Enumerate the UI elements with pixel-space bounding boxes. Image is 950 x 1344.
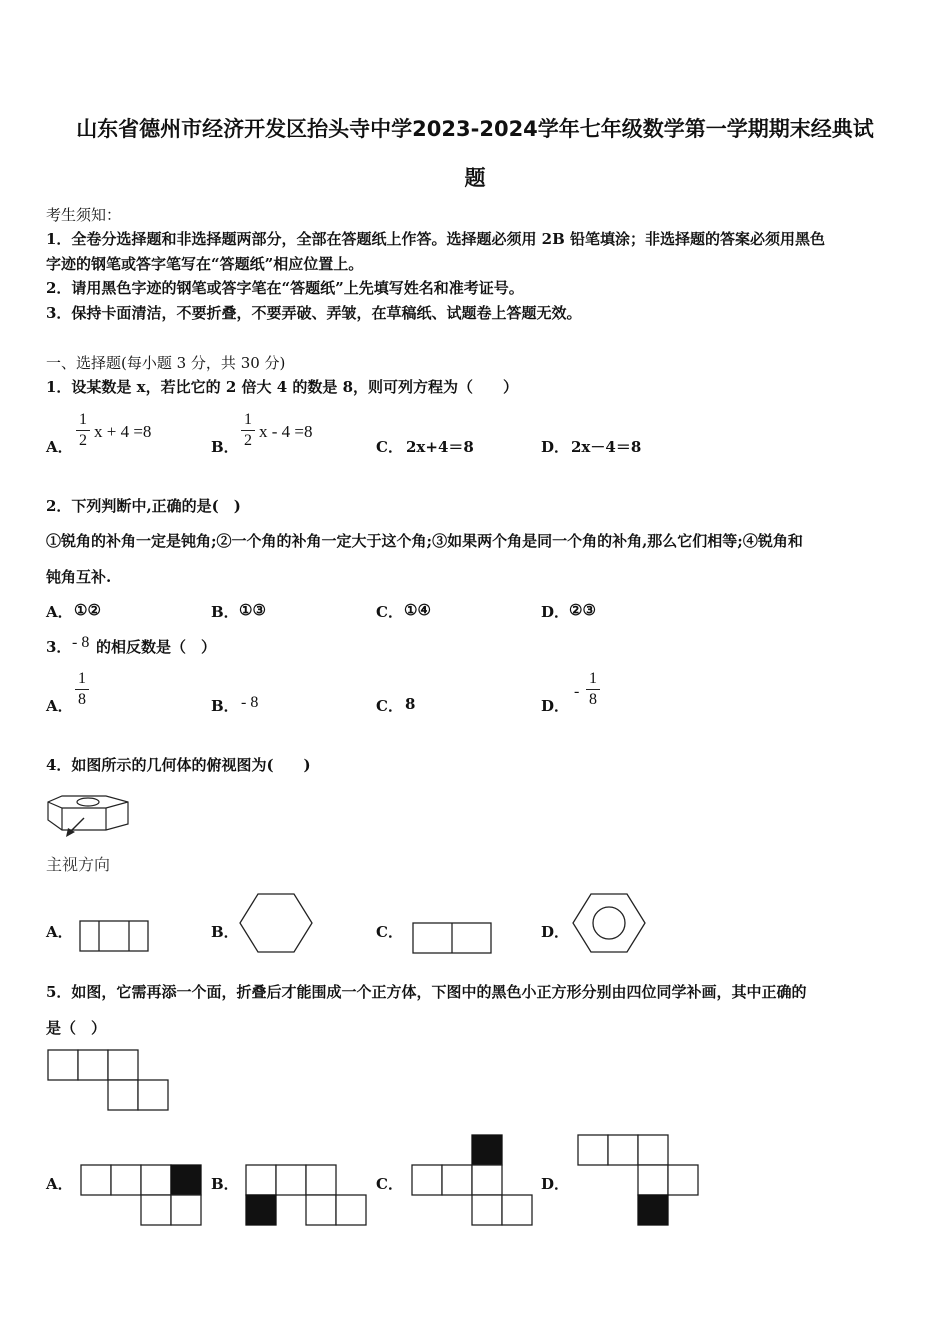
net-square [638, 1165, 668, 1195]
q5-option-b-label: B． [211, 1175, 239, 1193]
q1-option-d-label: D． [541, 438, 570, 456]
q1-option-a-label: A． [46, 438, 73, 456]
q4-option-c-figure [412, 922, 494, 956]
q5-option-a-figure [80, 1164, 206, 1228]
net-square [306, 1165, 336, 1195]
net-square [246, 1165, 276, 1195]
q1-option-a-expression: x + 4 =8 [94, 422, 152, 441]
notice-line-3: 3．保持卡面清洁，不要折叠，不要弄破、弄皱，在草稿纸、试题卷上答题无效。 [46, 304, 582, 322]
added-black-square [638, 1195, 668, 1225]
document-title: 山东省德州市经济开发区抬头寺中学2023-2024学年七年级数学第一学期期末经典试 [76, 117, 874, 141]
q3-option-d-fraction [586, 671, 600, 708]
fraction-denominator: 8 [589, 691, 597, 708]
q4-option-a-label: A． [46, 923, 73, 941]
question-3-value: - 8 [72, 634, 90, 651]
q1-option-b-fraction [241, 412, 255, 449]
net-square [336, 1195, 366, 1225]
net-square [171, 1195, 201, 1225]
view-direction-caption: 主视方向 [46, 855, 111, 874]
question-5-stem-2: 是（ ） [46, 1019, 107, 1037]
q1-option-c-text: 2x+4＝8 [406, 438, 474, 456]
q4-option-d-figure [572, 892, 648, 958]
q5-option-a-label: A． [46, 1175, 73, 1193]
q2-option-d-text: ②③ [569, 601, 596, 619]
q3-option-c-label: C． [376, 697, 403, 715]
hex-nut-figure [44, 794, 134, 844]
question-2-body-2: 钝角互补. [46, 568, 112, 586]
fraction-numerator: 1 [244, 411, 252, 428]
q5-option-b-figure [245, 1164, 371, 1228]
net-square [48, 1050, 78, 1080]
q4-option-c-label: C． [376, 923, 403, 941]
fraction-denominator: 2 [79, 432, 87, 449]
q1-option-b-label: B． [211, 438, 239, 456]
added-black-square [472, 1135, 502, 1165]
question-5-stem-1: 5．如图，它需再添一个面，折叠后才能围成一个正方体，下图中的黑色小正方形分别由四位同学补画，其中正确的 [46, 983, 807, 1001]
net-square [412, 1165, 442, 1195]
added-black-square [246, 1195, 276, 1225]
q5-option-c-label: C． [376, 1175, 403, 1193]
q3-option-d-sign: - [574, 683, 580, 700]
net-square [608, 1135, 638, 1165]
notice-line-2: 2．请用黑色字迹的钢笔或答字笔在“答题纸”上先填写姓名和准考证号。 [46, 279, 524, 297]
q2-option-b-label: B． [211, 603, 239, 621]
question-4-stem: 4．如图所示的几何体的俯视图为( ) [46, 756, 311, 774]
section-heading: 一、选择题(每小题 3 分，共 30 分) [46, 354, 286, 372]
net-square [81, 1165, 111, 1195]
q2-option-a-text: ①② [74, 601, 101, 619]
net-square [138, 1080, 168, 1110]
notice-line-1b: 字迹的钢笔或答字笔写在“答题纸”相应位置上。 [46, 255, 364, 273]
q1-option-d-text: 2x－4＝8 [571, 438, 642, 456]
q2-option-a-label: A． [46, 603, 73, 621]
net-square [111, 1165, 141, 1195]
q5-option-d-figure [577, 1134, 703, 1228]
q2-option-c-label: C． [376, 603, 403, 621]
question-3-number: 3． [46, 638, 72, 656]
question-3-stem: 的相反数是（ ） [96, 638, 217, 656]
q5-base-net [47, 1049, 171, 1113]
fraction-denominator: 8 [78, 691, 86, 708]
fraction-numerator: 1 [79, 411, 87, 428]
q3-option-b-text: - 8 [241, 694, 259, 711]
fraction-denominator: 2 [244, 432, 252, 449]
net-square [108, 1050, 138, 1080]
net-square [141, 1195, 171, 1225]
net-square [472, 1165, 502, 1195]
net-square [78, 1050, 108, 1080]
q3-option-d-label: D． [541, 697, 570, 715]
q1-option-b-expression: x - 4 =8 [259, 422, 313, 441]
net-square [578, 1135, 608, 1165]
question-2-body-1: ①锐角的补角一定是钝角;②一个角的补角一定大于这个角;③如果两个角是同一个角的补角,那么它们相等;④锐角和 [46, 532, 803, 550]
q3-option-a-label: A． [46, 697, 73, 715]
q4-option-b-figure [238, 892, 316, 958]
q2-option-c-text: ①④ [404, 601, 431, 619]
q1-option-a-fraction [76, 412, 90, 449]
document-title-continued: 题 [464, 166, 486, 190]
net-square [638, 1135, 668, 1165]
net-square [306, 1195, 336, 1225]
q5-option-d-label: D． [541, 1175, 570, 1193]
net-square [141, 1165, 171, 1195]
q4-option-a-figure [79, 920, 151, 954]
question-2-stem: 2．下列判断中,正确的是( ) [46, 497, 241, 515]
net-square [108, 1080, 138, 1110]
q2-option-b-text: ①③ [239, 601, 266, 619]
q1-option-c-label: C． [376, 438, 403, 456]
net-square [276, 1165, 306, 1195]
question-1-stem: 1．设某数是 x，若比它的 2 倍大 4 的数是 8，则可列方程为（ ） [46, 378, 519, 396]
net-square [472, 1195, 502, 1225]
q2-option-d-label: D． [541, 603, 570, 621]
net-square [668, 1165, 698, 1195]
q3-option-c-text: 8 [405, 695, 416, 713]
fraction-numerator: 1 [589, 670, 597, 687]
notice-line-1: 1．全卷分选择题和非选择题两部分，全部在答题纸上作答。选择题必须用 2B 铅笔填涂；非选择题的答案必须用黑色 [46, 230, 826, 248]
added-black-square [171, 1165, 201, 1195]
q5-option-c-figure [411, 1134, 537, 1228]
q4-option-b-label: B． [211, 923, 239, 941]
fraction-numerator: 1 [78, 670, 86, 687]
net-square [442, 1165, 472, 1195]
net-square [502, 1195, 532, 1225]
notice-heading: 考生须知： [46, 206, 122, 224]
q3-option-b-label: B． [211, 697, 239, 715]
q4-option-d-label: D． [541, 923, 570, 941]
q3-option-a-fraction [75, 671, 89, 708]
